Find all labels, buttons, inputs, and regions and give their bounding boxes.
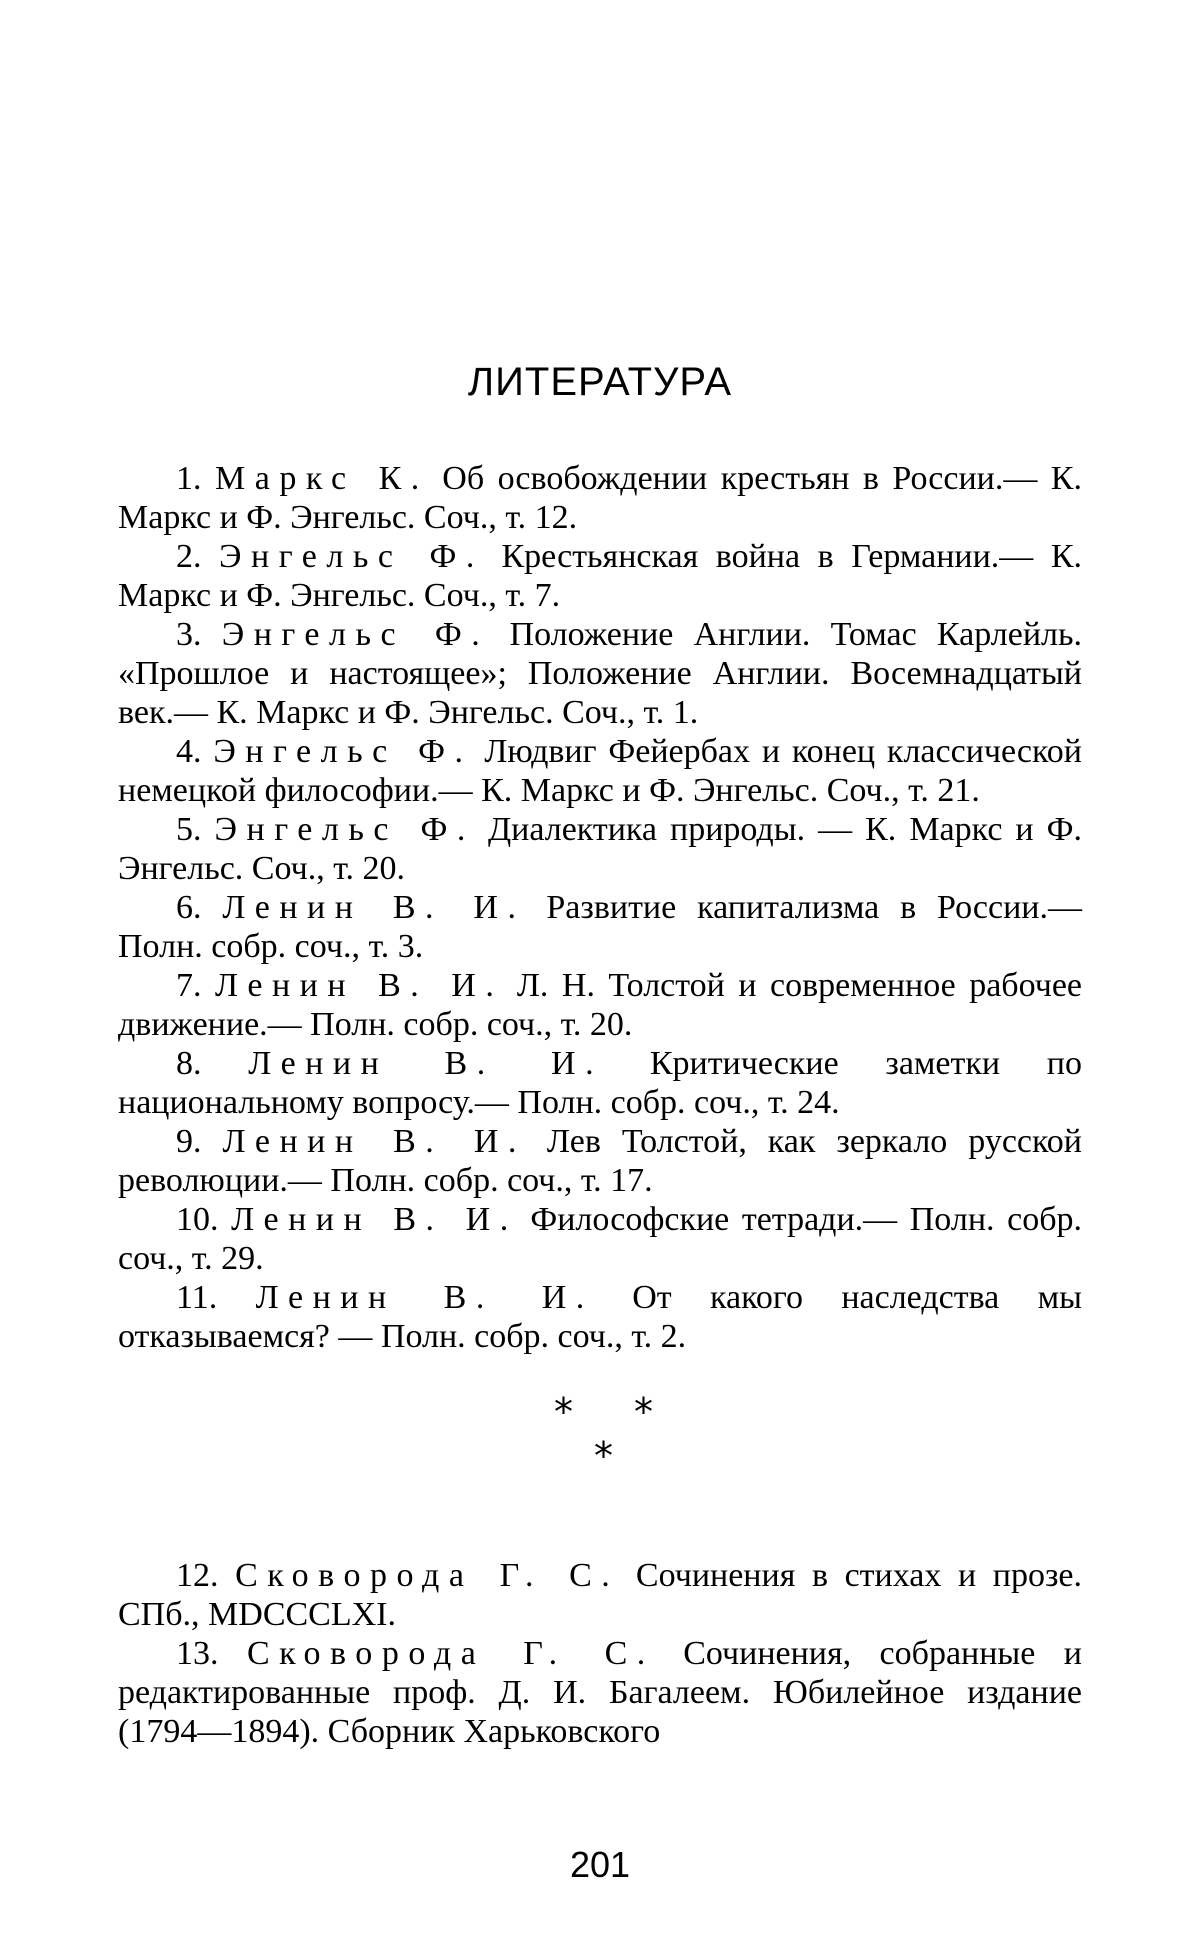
entry-number: 7. bbox=[176, 967, 202, 1004]
entry-text: Крестьянская война в Германии.— К. Маркс и Ф. Энгельс. Соч., т. 7. bbox=[118, 538, 1083, 614]
bibliography-entry-6 bbox=[118, 888, 1082, 966]
bibliography-entry-4 bbox=[118, 732, 1082, 810]
entry-number: 3. bbox=[176, 616, 202, 653]
entry-text: Философские тетради.— Полн. собр. соч., т. 29. bbox=[118, 1201, 1083, 1277]
bibliography-entry-2 bbox=[118, 537, 1082, 615]
entry-text: Сочинения, собранные и редактированные проф. Д. И. Багалеем. Юбилейное издание (1794—1894). Сборник Харьковского bbox=[118, 1635, 1082, 1750]
bibliography-entry-7 bbox=[118, 966, 1082, 1044]
bibliography-entry-3 bbox=[118, 615, 1082, 732]
entry-number: 4. bbox=[176, 733, 202, 770]
entry-text: Об освобождении крестьян в России.— К. Маркс и Ф. Энгельс. Соч., т. 12. bbox=[118, 460, 1082, 536]
asterisk-icon: * bbox=[634, 1390, 653, 1434]
entry-text: От какого наследства мы отказываемся? — Полн. собр. соч., т. 2. bbox=[118, 1279, 1082, 1355]
entry-text: Людвиг Фейербах и конец классической немецкой философии.— К. Маркс и Ф. Энгельс. Соч., т. 21. bbox=[118, 733, 1083, 809]
entry-text: Л. Н. Толстой и современное рабочее движение.— Полн. собр. соч., т. 20. bbox=[118, 967, 1082, 1043]
entry-text: Диалектика природы. — К. Маркс и Ф. Энгельс. Соч., т. 20. bbox=[118, 811, 1083, 887]
bibliography-entry-5 bbox=[118, 810, 1082, 888]
entry-text: Положение Англии. Томас Карлейль. «Прошлое и настоящее»; Положение Англии. Восемнадцатый век.— К. Маркс и Ф. Энгельс. Соч., т. 1. bbox=[118, 616, 1083, 731]
entry-author: Энгельс Ф. bbox=[219, 538, 484, 575]
entry-number: 5. bbox=[176, 811, 202, 848]
entry-number: 10. bbox=[176, 1201, 219, 1238]
entry-number: 2. bbox=[176, 538, 202, 575]
asterisk-icon: * bbox=[554, 1390, 573, 1434]
bibliography-page bbox=[118, 360, 1082, 1751]
bibliography-list bbox=[118, 459, 1082, 1356]
entry-text: Сочинения в стихах и прозе. СПб., MDCCCLXI. bbox=[118, 1557, 1082, 1633]
entry-text: Критические заметки по национальному вопросу.— Полн. собр. соч., т. 24. bbox=[118, 1045, 1082, 1121]
entry-author: Ленин В. И. bbox=[214, 967, 504, 1004]
bibliography-entry-11 bbox=[118, 1278, 1082, 1356]
bibliography-entry-9 bbox=[118, 1122, 1082, 1200]
entry-author: Ленин В. И. bbox=[222, 889, 526, 926]
bibliography-entry-1 bbox=[118, 459, 1082, 537]
entry-author: Энгельс Ф. bbox=[213, 733, 473, 770]
entry-number: 13. bbox=[176, 1635, 219, 1672]
entry-author: Сковорода Г. С. bbox=[235, 1557, 620, 1594]
bibliography-entry-10 bbox=[118, 1200, 1082, 1278]
asterisk-icon: * bbox=[594, 1434, 613, 1478]
bibliography-list-continued bbox=[118, 1556, 1082, 1751]
entry-text: Развитие капитализма в России.— Полн. собр. соч., т. 3. bbox=[118, 889, 1082, 965]
bibliography-entry-8 bbox=[118, 1044, 1082, 1122]
bibliography-entry-12 bbox=[118, 1556, 1082, 1634]
entry-author: Сковорода Г. С. bbox=[246, 1635, 655, 1672]
entry-number: 1. bbox=[176, 460, 202, 497]
entry-number: 9. bbox=[176, 1123, 202, 1160]
page-number: 201 bbox=[569, 1844, 631, 1885]
bibliography-entry-13 bbox=[118, 1634, 1082, 1751]
entry-number: 8. bbox=[176, 1045, 202, 1082]
entry-text: Лев Толстой, как зеркало русской революции.— Полн. собр. соч., т. 17. bbox=[118, 1123, 1082, 1199]
entry-author: Энгельс Ф. bbox=[221, 616, 490, 653]
entry-author: Ленин В. И. bbox=[231, 1201, 518, 1238]
entry-author: Ленин В. И. bbox=[222, 1123, 526, 1160]
entry-number: 6. bbox=[176, 889, 202, 926]
entry-author: Ленин В. И. bbox=[248, 1045, 604, 1082]
entry-author: Ленин В. И. bbox=[255, 1279, 594, 1316]
entry-number: 11. bbox=[176, 1279, 218, 1316]
section-separator bbox=[118, 1390, 1082, 1510]
page-title: ЛИТЕРАТУРА bbox=[467, 360, 733, 404]
entry-author: Маркс К. bbox=[214, 460, 429, 497]
entry-number: 12. bbox=[176, 1557, 219, 1594]
entry-author: Энгельс Ф. bbox=[214, 811, 475, 848]
